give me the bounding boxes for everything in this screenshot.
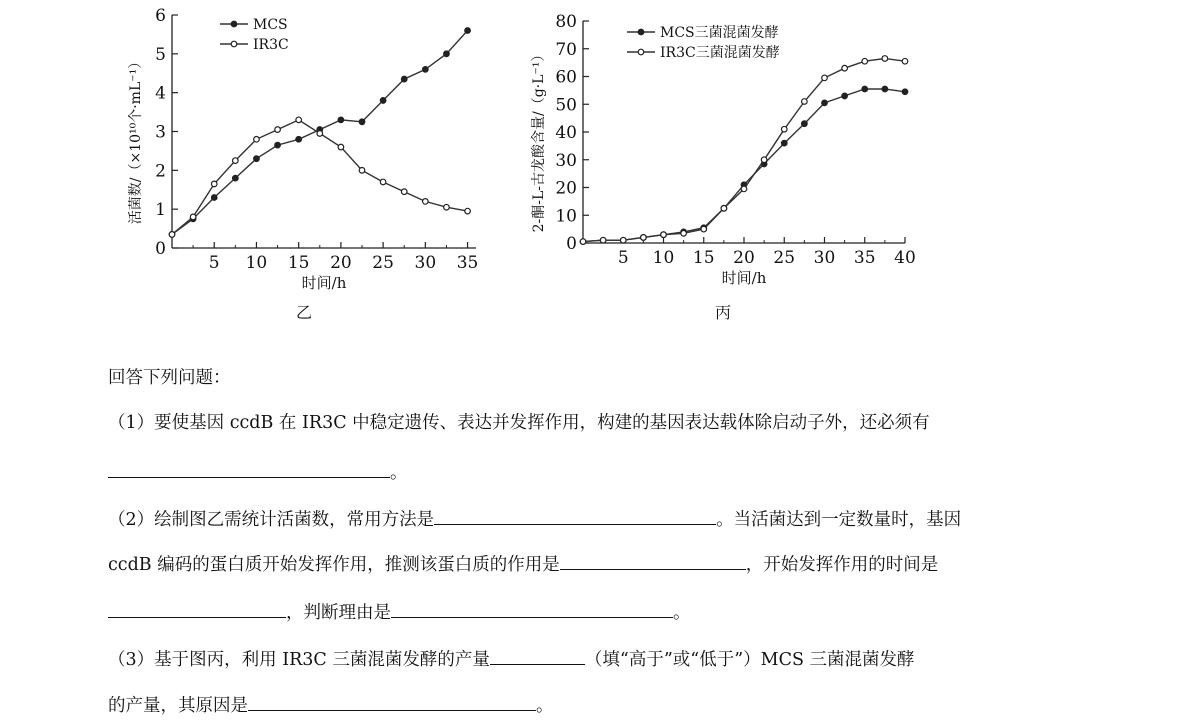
chart-yi-series [169,28,470,237]
x-tick-label: 25 [372,253,394,273]
data-point [600,237,606,243]
data-point [641,235,647,241]
data-point [211,181,217,187]
data-point [620,237,626,243]
q3-part1: （3）基于图丙，利用 IR3C 三菌混菌发酵的产量 [108,650,490,670]
data-point [254,136,260,142]
data-point [444,51,450,57]
q2-line3-end: 。 [673,603,691,623]
x-tick-label: 35 [853,248,876,268]
x-tick-label: 35 [456,253,479,273]
series-line-hollow [172,120,468,234]
y-tick-label: 70 [555,39,577,60]
q3-line2-part1: 的产量，其原因是 [108,696,248,716]
y-tick-label: 80 [555,12,577,32]
x-tick-label: 25 [773,248,796,268]
question-1-line-1: （1）要使基因 ccdB 在 IR3C 中稳定遗传、表达并发挥作用，构建的基因表达载体除启动子外，还必须有 [108,413,930,433]
legend-label: MCS [253,17,288,33]
y-tick-label: 4 [155,83,166,104]
data-point [296,117,302,123]
data-point [359,168,365,174]
data-point [842,65,848,71]
data-point [721,206,727,212]
data-point [359,119,365,125]
data-point [802,99,808,105]
y-tick-label: 2 [155,161,166,182]
chart-yi-legend [220,17,289,53]
x-axis-label: 时间/h [721,269,767,287]
y-tick-label: 1 [155,200,166,221]
x-tick-label: 30 [414,253,437,273]
data-point [380,98,386,104]
legend-marker [638,49,644,55]
data-point [338,117,344,123]
data-point [681,230,687,236]
data-point [701,226,707,232]
data-point [882,56,888,62]
data-point [169,232,175,238]
data-point [317,131,323,137]
chart-yi-axes [127,6,478,322]
y-tick-label: 50 [555,95,577,116]
data-point [423,199,429,205]
data-point [296,136,302,142]
legend-label: IR3C [253,37,289,53]
chart-bing [525,0,945,330]
y-axis-label: 活菌数/（×10¹⁰个·mL⁻¹） [128,54,144,225]
answer-blank-q2-time[interactable] [108,599,286,618]
x-tick-label: 5 [208,253,220,273]
q2-line3-part1: ，判断理由是 [286,603,391,623]
data-point [661,232,667,238]
data-point [401,189,407,195]
q2-part2: 。当活菌达到一定数量时，基因 [716,510,962,530]
x-tick-label: 20 [733,248,755,268]
data-point [802,121,808,127]
chart-yi [100,0,500,330]
data-point [862,58,868,64]
question-2-line-3 [108,599,691,625]
data-point [781,140,787,146]
figure-caption: 乙 [295,303,313,322]
y-tick-label: 60 [555,67,577,88]
x-tick-label: 15 [287,253,310,273]
figure-caption: 丙 [714,303,732,322]
answer-blank-q1[interactable] [108,459,390,478]
x-tick-label: 40 [894,248,916,268]
data-point [465,208,471,214]
legend-label: IR3C三菌混菌发酵 [660,45,780,61]
q2-line2-part1: ccdB 编码的蛋白质开始发挥作用，推测该蛋白质的作用是 [108,555,560,575]
x-tick-label: 15 [692,248,715,268]
legend-marker [231,41,237,47]
chart-bing-series [580,56,908,245]
answer-blank-q2-reason[interactable] [391,599,673,618]
y-tick-label: 0 [155,239,166,259]
answer-blank-q2-protein-role[interactable] [560,551,746,570]
data-point [882,86,888,92]
data-point [902,58,908,64]
chart-bing-legend [627,24,780,61]
data-point [761,157,767,163]
q3-line2-end: 。 [536,696,554,716]
series-line-hollow [583,59,905,242]
data-point [822,100,828,106]
data-point [465,28,471,34]
data-point [741,186,747,192]
x-tick-label: 5 [617,248,629,268]
answer-blank-q3-compare[interactable] [490,646,585,665]
legend-label: MCS三菌混菌发酵 [660,25,779,41]
answer-blank-q3-reason[interactable] [248,692,536,711]
data-point [275,127,281,133]
data-point [380,179,386,185]
data-point [254,156,260,162]
data-point [862,86,868,92]
y-tick-label: 10 [555,206,577,227]
question-3-line-1 [108,646,915,672]
legend-marker [638,29,644,35]
data-point [781,126,787,132]
y-tick-label: 3 [155,122,166,143]
questions-intro: 回答下列问题： [108,368,231,388]
question-2-line-1 [108,506,961,532]
x-axis-label: 时间/h [301,274,347,292]
q2-line2-part2: ，开始发挥作用的时间是 [745,555,939,575]
data-point [233,158,239,164]
data-point [822,75,828,81]
data-point [842,93,848,99]
x-tick-label: 10 [245,253,268,273]
answer-blank-q2-method[interactable] [434,506,716,525]
x-tick-label: 30 [813,248,836,268]
y-tick-label: 5 [155,44,166,65]
legend-marker [231,21,237,27]
data-point [902,89,908,95]
q2-part1: （2）绘制图乙需统计活菌数，常用方法是 [108,510,435,530]
q3-part2: （填“高于”或“低于”）MCS 三菌混菌发酵 [584,650,915,670]
data-point [275,142,281,148]
x-tick-label: 20 [330,253,352,273]
y-tick-label: 6 [155,6,166,26]
y-tick-label: 40 [555,123,577,143]
data-point [444,204,450,210]
data-point [233,175,239,181]
y-axis-label: 2-酮-L-古龙酸含量/（g·L⁻¹） [531,47,547,233]
data-point [338,144,344,150]
data-point [580,239,586,245]
data-point [211,195,217,201]
series-line-filled [583,89,905,242]
question-2-line-2 [108,551,938,577]
data-point [190,214,196,220]
y-tick-label: 0 [566,234,577,254]
y-tick-label: 20 [555,178,577,199]
x-tick-label: 10 [652,248,675,268]
question-1-line-2 [108,459,408,485]
question-3-line-2 [108,692,554,718]
data-point [423,67,429,73]
q1-end: 。 [390,463,408,483]
y-tick-label: 30 [555,150,577,171]
data-point [401,76,407,82]
